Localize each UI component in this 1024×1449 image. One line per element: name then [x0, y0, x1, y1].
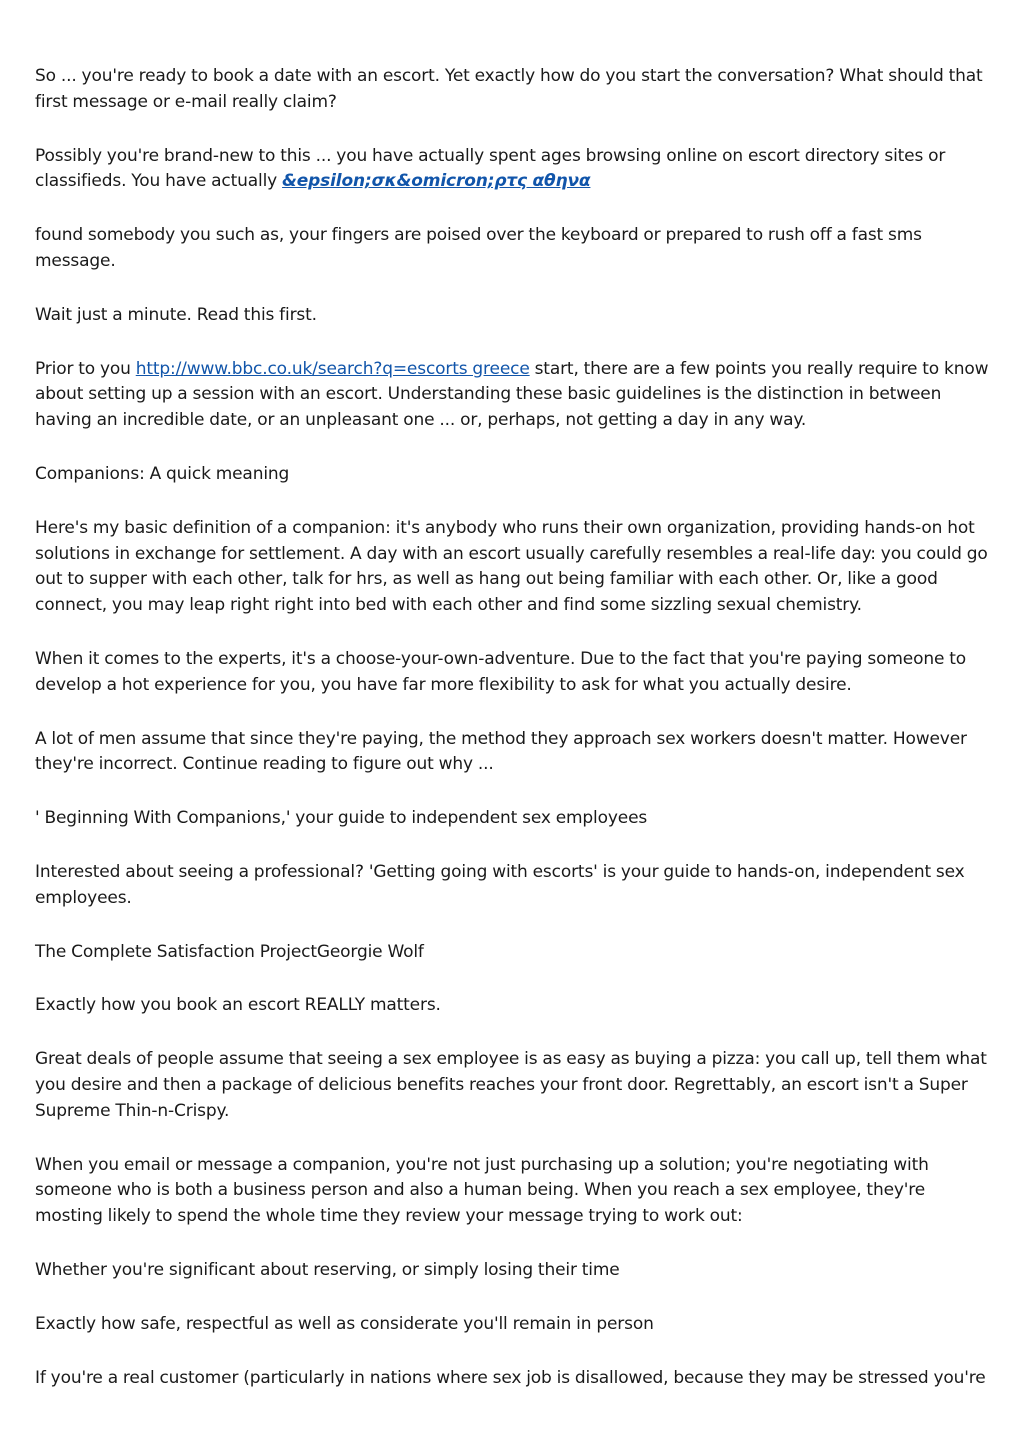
paragraph: Exactly how safe, respectful as well as considerate you'll remain in person	[35, 1313, 654, 1334]
paragraph	[35, 357, 995, 434]
paragraph: Whether you're significant about reserving, or simply losing their time	[35, 1259, 620, 1280]
paragraph-text: Prior to you	[35, 358, 136, 379]
document-body	[35, 64, 995, 1419]
paragraph: Wait just a minute. Read this first.	[35, 304, 317, 325]
paragraph: A lot of men assume that since they're paying, the method they approach sex workers doesn't matter. However they're incorrect. Continue reading to figure out why ...	[35, 728, 967, 775]
paragraph: Great deals of people assume that seeing a sex employee is as easy as buying a pizza: you call up, tell them what you desire and then a package of delicious benefits reaches your front door. Regrettably, an escort isn't a Super Supreme Thin-n-Crispy.	[35, 1049, 987, 1121]
paragraph: found somebody you such as, your fingers are poised over the keyboard or prepared to rush off a fast sms message.	[35, 225, 922, 271]
paragraph: When it comes to the experts, it's a choose-your-own-adventure. Due to the fact that you're paying someone to develop a hot experience for you, you have far more flexibility to ask for what you actually desire.	[35, 648, 966, 695]
paragraph	[35, 144, 995, 196]
paragraph: If you're a real customer (particularly in nations where sex job is disallowed, because they may be stressed you're	[35, 1367, 986, 1388]
paragraph: When you email or message a companion, you're not just purchasing up a solution; you're negotiating with someone who is both a business person and also a human being. When you reach a sex employee, they're mosting likely to spend the whole time they review your message trying to work out:	[35, 1154, 929, 1227]
paragraph-text: Possibly you're brand-new to this ... you have actually spent ages browsing online on escort directory sites or classifieds. You have actually	[35, 145, 946, 192]
paragraph: So ... you're ready to book a date with an escort. Yet exactly how do you start the conversation? What should that first message or e-mail really claim?	[35, 66, 983, 112]
paragraph-text: start, there are a few points you really require to know about setting up a session with an escort. Understanding these basic guidelines is the distinction in between having an incredible date, or an unpleasant one ... or, perhaps, not getting a day in any way.	[35, 358, 989, 431]
bbc-search-link[interactable]: http://www.bbc.co.uk/search?q=escorts greece	[135, 358, 530, 379]
paragraph: Here's my basic definition of a companion: it's anybody who runs their own organization, providing hands-on hot solutions in exchange for settlement. A day with an escort usually carefully resembles a real-life day: you could go out to supper with each other, talk for hrs, as well as hang out being familiar with each other. Or, like a good connect, you may leap right right into bed with each other and find some sizzling sexual chemistry.	[35, 517, 988, 616]
greek-keyword-link[interactable]: &epsilon;σκ&omicron;ρτς αθηνα	[282, 171, 591, 192]
paragraph: Interested about seeing a professional? 'Getting going with escorts' is your guide to hands-on, independent sex employees.	[35, 861, 965, 908]
paragraph: Exactly how you book an escort REALLY matters.	[35, 995, 441, 1016]
paragraph: Companions: A quick meaning	[35, 463, 290, 484]
paragraph: ' Beginning With Companions,' your guide to independent sex employees	[35, 808, 648, 829]
paragraph: The Complete Satisfaction ProjectGeorgie Wolf	[35, 941, 424, 962]
